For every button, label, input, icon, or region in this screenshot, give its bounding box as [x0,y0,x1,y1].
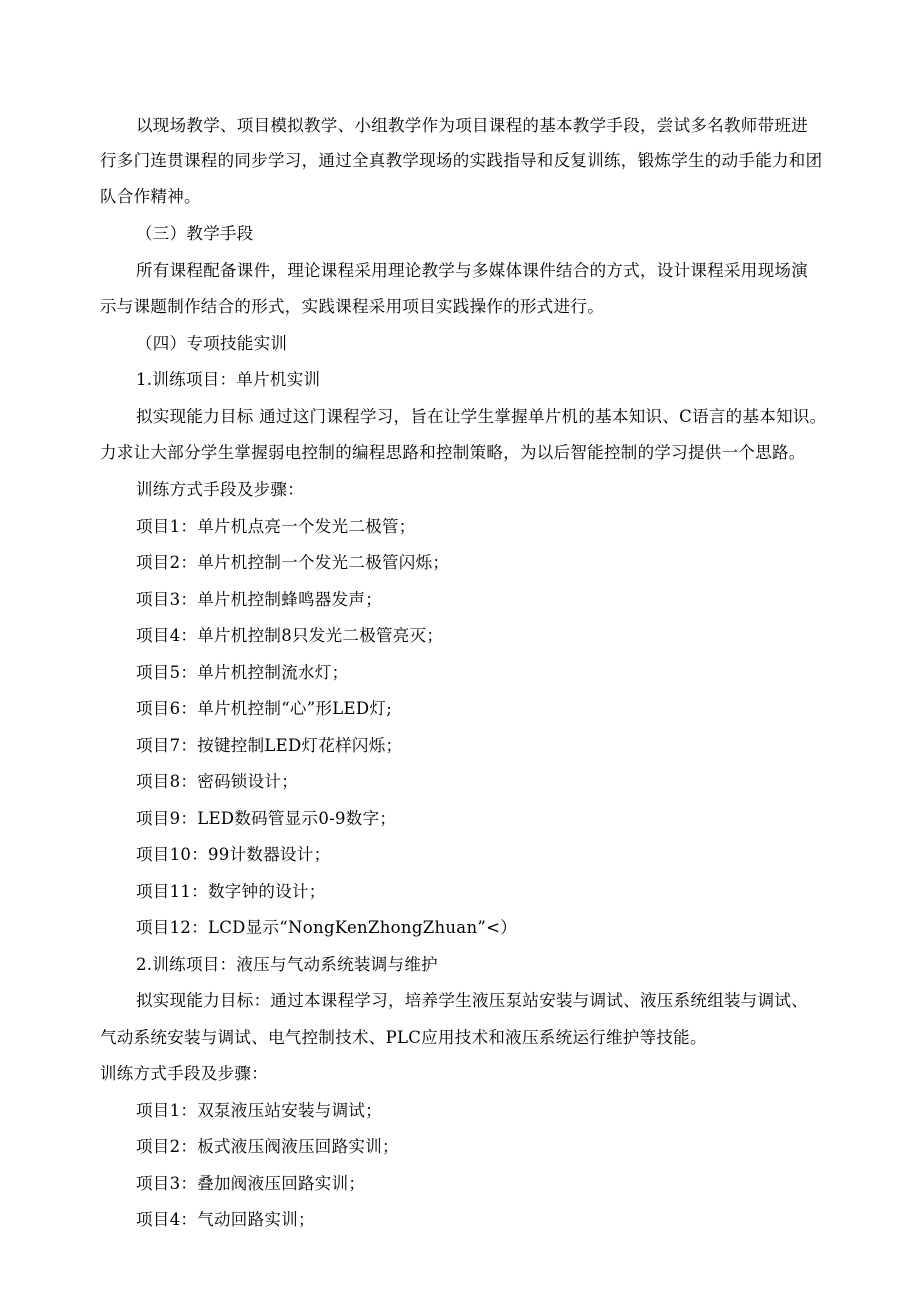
training-1-item: 项目4：单片机控制8只发光二极管亮灭； [136,626,444,645]
training-2-goal-line-2: 气动系统安装与调试、电气控制技术、PLC应用技术和液压系统运行维护等技能。 [100,1028,707,1047]
training-2-method-label: 训练方式手段及步骤： [100,1064,268,1083]
section-heading-teaching-means: （三）教学手段 [136,224,254,243]
training-1-item: 项目7：按键控制LED灯花样闪烁； [136,736,403,755]
training-1-item: 项目5：单片机控制流水灯； [136,663,349,682]
training-1-goal-line-1: 拟实现能力目标 通过这门课程学习，旨在让学生掌握单片机的基本知识、C语言的基本知识。 [136,407,827,426]
training-1-item: 项目9：LED数码管显示0-9数字； [136,809,397,828]
training-1-item: 项目6：单片机控制“心”形LED灯; [136,699,393,718]
section-heading-skill-training: （四）专项技能实训 [136,334,288,353]
paragraph-teaching-methods-line-2: 行多门连贯课程的同步学习，通过全真教学现场的实践指导和反复训练，锻炼学生的动手能力和团 [100,151,823,170]
training-2-item: 项目4：气动回路实训； [136,1210,315,1229]
training-2-item: 项目3：叠加阀液压回路实训； [136,1174,366,1193]
paragraph-teaching-means-line-1: 所有课程配备课件，理论课程采用理论教学与多媒体课件结合的方式，设计课程采用现场演 [136,261,808,280]
training-1-title: 1.训练项目：单片机实训 [136,370,321,389]
training-1-item: 项目2：单片机控制一个发光二极管闪烁； [136,553,450,572]
training-2-item: 项目1：双泵液压站安装与调试； [136,1101,382,1120]
paragraph-teaching-methods-line-1: 以现场教学、项目模拟教学、小组教学作为项目课程的基本教学手段，尝试多名教师带班进 [136,116,808,135]
training-1-item: 项目3：单片机控制蜂鸣器发声； [136,590,382,609]
training-2-title: 2.训练项目：液压与气动系统装调与维护 [136,955,438,974]
training-1-method-label: 训练方式手段及步骤： [136,480,304,499]
training-1-goal-line-2: 力求让大部分学生掌握弱电控制的编程思路和控制策略，为以后智能控制的学习提供一个思路。 [100,443,806,462]
paragraph-teaching-methods-line-3: 队合作精神。 [100,187,201,206]
paragraph-teaching-means-line-2: 示与课题制作结合的形式，实践课程采用项目实践操作的形式进行。 [100,297,604,316]
training-1-item: 项目12：LCD显示“NongKenZhongZhuan”<） [136,918,518,937]
training-1-item: 项目1：单片机点亮一个发光二极管； [136,517,416,536]
training-1-item: 项目11：数字钟的设计； [136,882,326,901]
training-2-item: 项目2：板式液压阀液压回路实训； [136,1137,399,1156]
training-2-goal-line-1: 拟实现能力目标：通过本课程学习，培养学生液压泵站安装与调试、液压系统组装与调试、 [136,991,808,1010]
training-1-item: 项目8：密码锁设计； [136,772,298,791]
training-1-item: 项目10：99计数器设计； [136,845,331,864]
